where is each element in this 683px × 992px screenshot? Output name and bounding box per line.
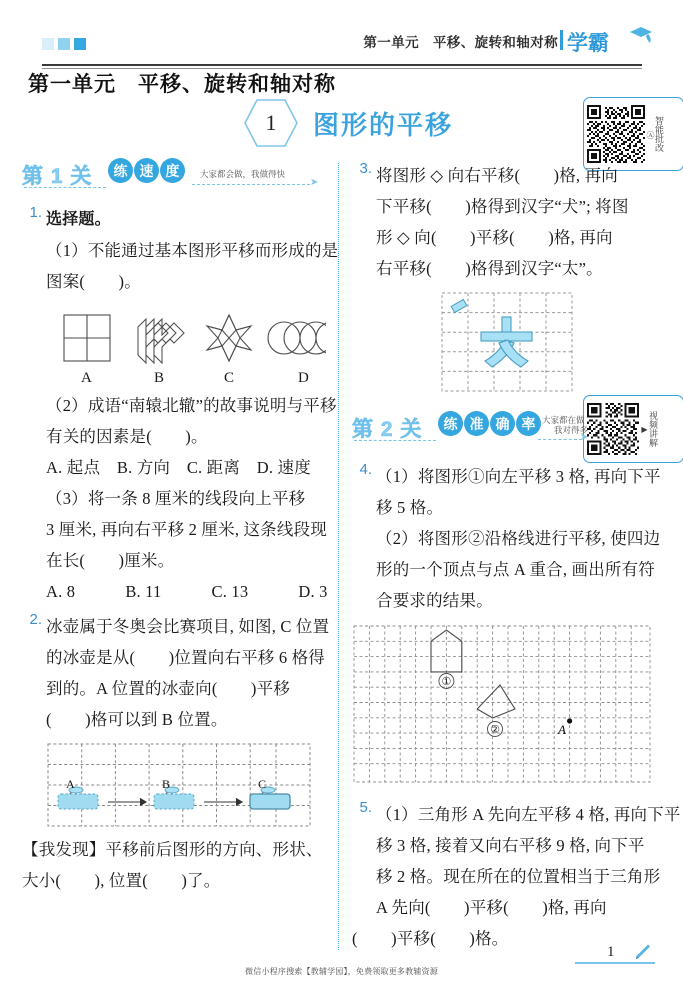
question-1-choice-figures <box>46 305 332 390</box>
character-da <box>481 317 532 367</box>
footer-note: 微信小程序搜索【教辅学园】，免费领取更多教辅资源 <box>245 967 438 976</box>
question-2-finding-1: 大小( ), 位置( )了。 <box>22 871 221 890</box>
svg-text:①: ① <box>441 676 452 688</box>
question-4-line-1: 移 5 格。 <box>376 498 444 517</box>
question-4-figure <box>352 624 662 789</box>
curling-stone-a <box>58 787 98 809</box>
diamond-piece <box>451 299 467 312</box>
curling-grid-svg <box>46 741 314 829</box>
question-2-line-2: 到的。A 位置的冰壶向( )平移 <box>46 679 291 698</box>
point-a-label: A <box>558 722 566 737</box>
level-2-label: 第 2 关 <box>352 418 423 441</box>
pill-lian: 练 <box>108 158 133 183</box>
level-1-banner: 第 1 关 练 速 度 大家都会做，我做得快 ➤ <box>22 160 332 194</box>
lesson-heading <box>243 98 453 148</box>
question-3-figure <box>352 290 662 399</box>
question-3-line-1: 下平移( )格得到汉字“犬”; 将图 <box>376 197 629 216</box>
choice-shapes-svg <box>46 305 326 367</box>
pencil-icon <box>633 942 653 962</box>
question-4-line-0: （1）将图形①向左平移 3 格, 再向下平 <box>376 467 661 486</box>
question-5-line-0: （1）三角形 A 先向左平移 4 格, 再向下平 <box>376 805 681 824</box>
level-2-banner: 第 2 关 练 准 确 率 大家都在做 我对得多 ➤ <box>352 413 662 455</box>
qr-code-image <box>587 105 645 163</box>
question-4-line-3: 形的一个顶点与点 A 重合, 画出所有符 <box>376 560 656 579</box>
lesson-number: 1 <box>265 110 277 135</box>
question-4-number: 4. <box>359 461 372 478</box>
question-1-number: 1. <box>29 204 42 221</box>
level-2-pills <box>438 411 541 436</box>
question-1-options-2: A. 起点 B. 方向 C. 距离 D. 速度 <box>46 458 311 477</box>
choice-label-a: A <box>81 370 92 386</box>
running-header-title: 第一单元 平移、旋转和轴对称 <box>363 35 558 50</box>
question-5 <box>352 799 681 954</box>
right-column <box>352 160 681 954</box>
choice-label-d: D <box>298 370 309 386</box>
level-2-motto-line2: 我对得多 <box>554 425 589 435</box>
question-2 <box>22 611 332 896</box>
svg-text:C: C <box>258 777 267 791</box>
brand-logo <box>560 26 655 56</box>
svg-text:②: ② <box>490 724 500 736</box>
question-1-options-3: A. 8 B. 11 C. 13 D. 3 <box>46 582 328 601</box>
graduation-cap-icon <box>628 25 654 45</box>
lesson-number-hexagon <box>243 98 299 148</box>
level-1-label: 第 1 关 <box>22 165 93 188</box>
question-3-line-0: 将图形 ◇ 向右平移( )格, 再向 <box>376 166 618 185</box>
question-2-line-0: 冰壶属于冬奥会比赛项目, 如图, C 位置 <box>46 617 330 636</box>
svg-text:A: A <box>66 777 75 791</box>
shape-2-quad <box>477 709 492 718</box>
curling-stone-b <box>154 787 194 809</box>
question-4 <box>352 461 662 616</box>
question-3 <box>352 160 662 284</box>
question-2-finding-0: 【我发现】平移前后图形的方向、形状、 <box>22 840 323 859</box>
choice-label-b: B <box>154 370 165 386</box>
question-5-line-4: ( )平移( )格。 <box>352 929 509 948</box>
level-1-pills <box>108 158 185 183</box>
left-column <box>22 160 339 896</box>
question-4-line-4: 合要求的结果。 <box>376 591 493 610</box>
question-3-line-2: 形 ◇ 向( )平移( )格, 再向 <box>376 228 613 247</box>
level-2-motto-line1: 大家都在做 <box>542 415 585 425</box>
question-5-line-1: 移 3 格, 接着又向右平移 9 格, 向下平 <box>376 836 645 855</box>
question-5-line-3: A 先向( )平移( )格, 再向 <box>376 898 607 917</box>
question-1-line-5: （3）将一条 8 厘米的线段向上平移 <box>46 489 306 508</box>
translation-grid-svg <box>352 624 652 784</box>
question-1-line-6: 3 厘米, 再向右平移 2 厘米, 这条线段现 <box>46 520 327 539</box>
qr-video-label: 视频讲解 ▶ <box>640 411 658 447</box>
pill-lv: 率 <box>516 411 541 436</box>
question-2-number: 2. <box>29 611 42 628</box>
point-a-dot <box>567 718 572 723</box>
svg-text:B: B <box>162 777 171 791</box>
character-da-grid-svg <box>439 290 575 394</box>
lesson-name: 图形的平移 <box>313 109 454 140</box>
question-1-line-4: 有关的因素是( )。 <box>46 427 208 446</box>
question-1 <box>22 204 339 576</box>
question-2-line-1: 的冰壶是从( )位置向右平移 6 格得 <box>46 648 325 667</box>
page-number: 1 <box>607 944 615 960</box>
level-1-motto: 大家都会做，我做得快 <box>200 169 286 179</box>
question-3-line-3: 右平移( )格得到汉字“太”。 <box>376 259 603 278</box>
qr-smart-label: 智能批改 Ⓐ <box>646 116 664 152</box>
question-5-line-2: 移 2 格。现在所在的位置相当于三角形 <box>376 867 661 886</box>
question-4-line-2: （2）将图形②沿格线进行平移, 使四边 <box>376 529 661 548</box>
question-3-number: 3. <box>359 160 372 177</box>
decorative-squares <box>42 38 86 50</box>
brand-logo-text: 学霸 <box>567 32 609 55</box>
curling-stone-c <box>250 787 290 809</box>
pill-su: 速 <box>134 158 159 183</box>
question-1-line-0: 选择题。 <box>46 211 111 228</box>
question-2-figure <box>46 741 332 834</box>
question-5-number: 5. <box>359 799 372 816</box>
question-1-line-1: （1）不能通过基本图形平移而形成的是 <box>46 241 339 260</box>
page-number-block <box>575 938 655 964</box>
pill-du: 度 <box>160 158 185 183</box>
question-2-line-3: ( )格可以到 B 位置。 <box>46 710 228 729</box>
question-1-line-3: （2）成语“南辕北辙”的故事说明与平移 <box>46 396 337 415</box>
choice-label-c: C <box>224 370 235 386</box>
pill-zhun: 准 <box>464 411 489 436</box>
header-rule <box>42 64 642 66</box>
running-header <box>0 26 683 62</box>
page-title: 第一单元 平移、旋转和轴对称 <box>28 73 336 96</box>
pill-que: 确 <box>490 411 515 436</box>
question-1-line-2: 图案( )。 <box>46 272 141 291</box>
question-1-line-7: 在长( )厘米。 <box>46 551 175 570</box>
pill-lian: 练 <box>438 411 463 436</box>
column-divider <box>338 163 339 950</box>
